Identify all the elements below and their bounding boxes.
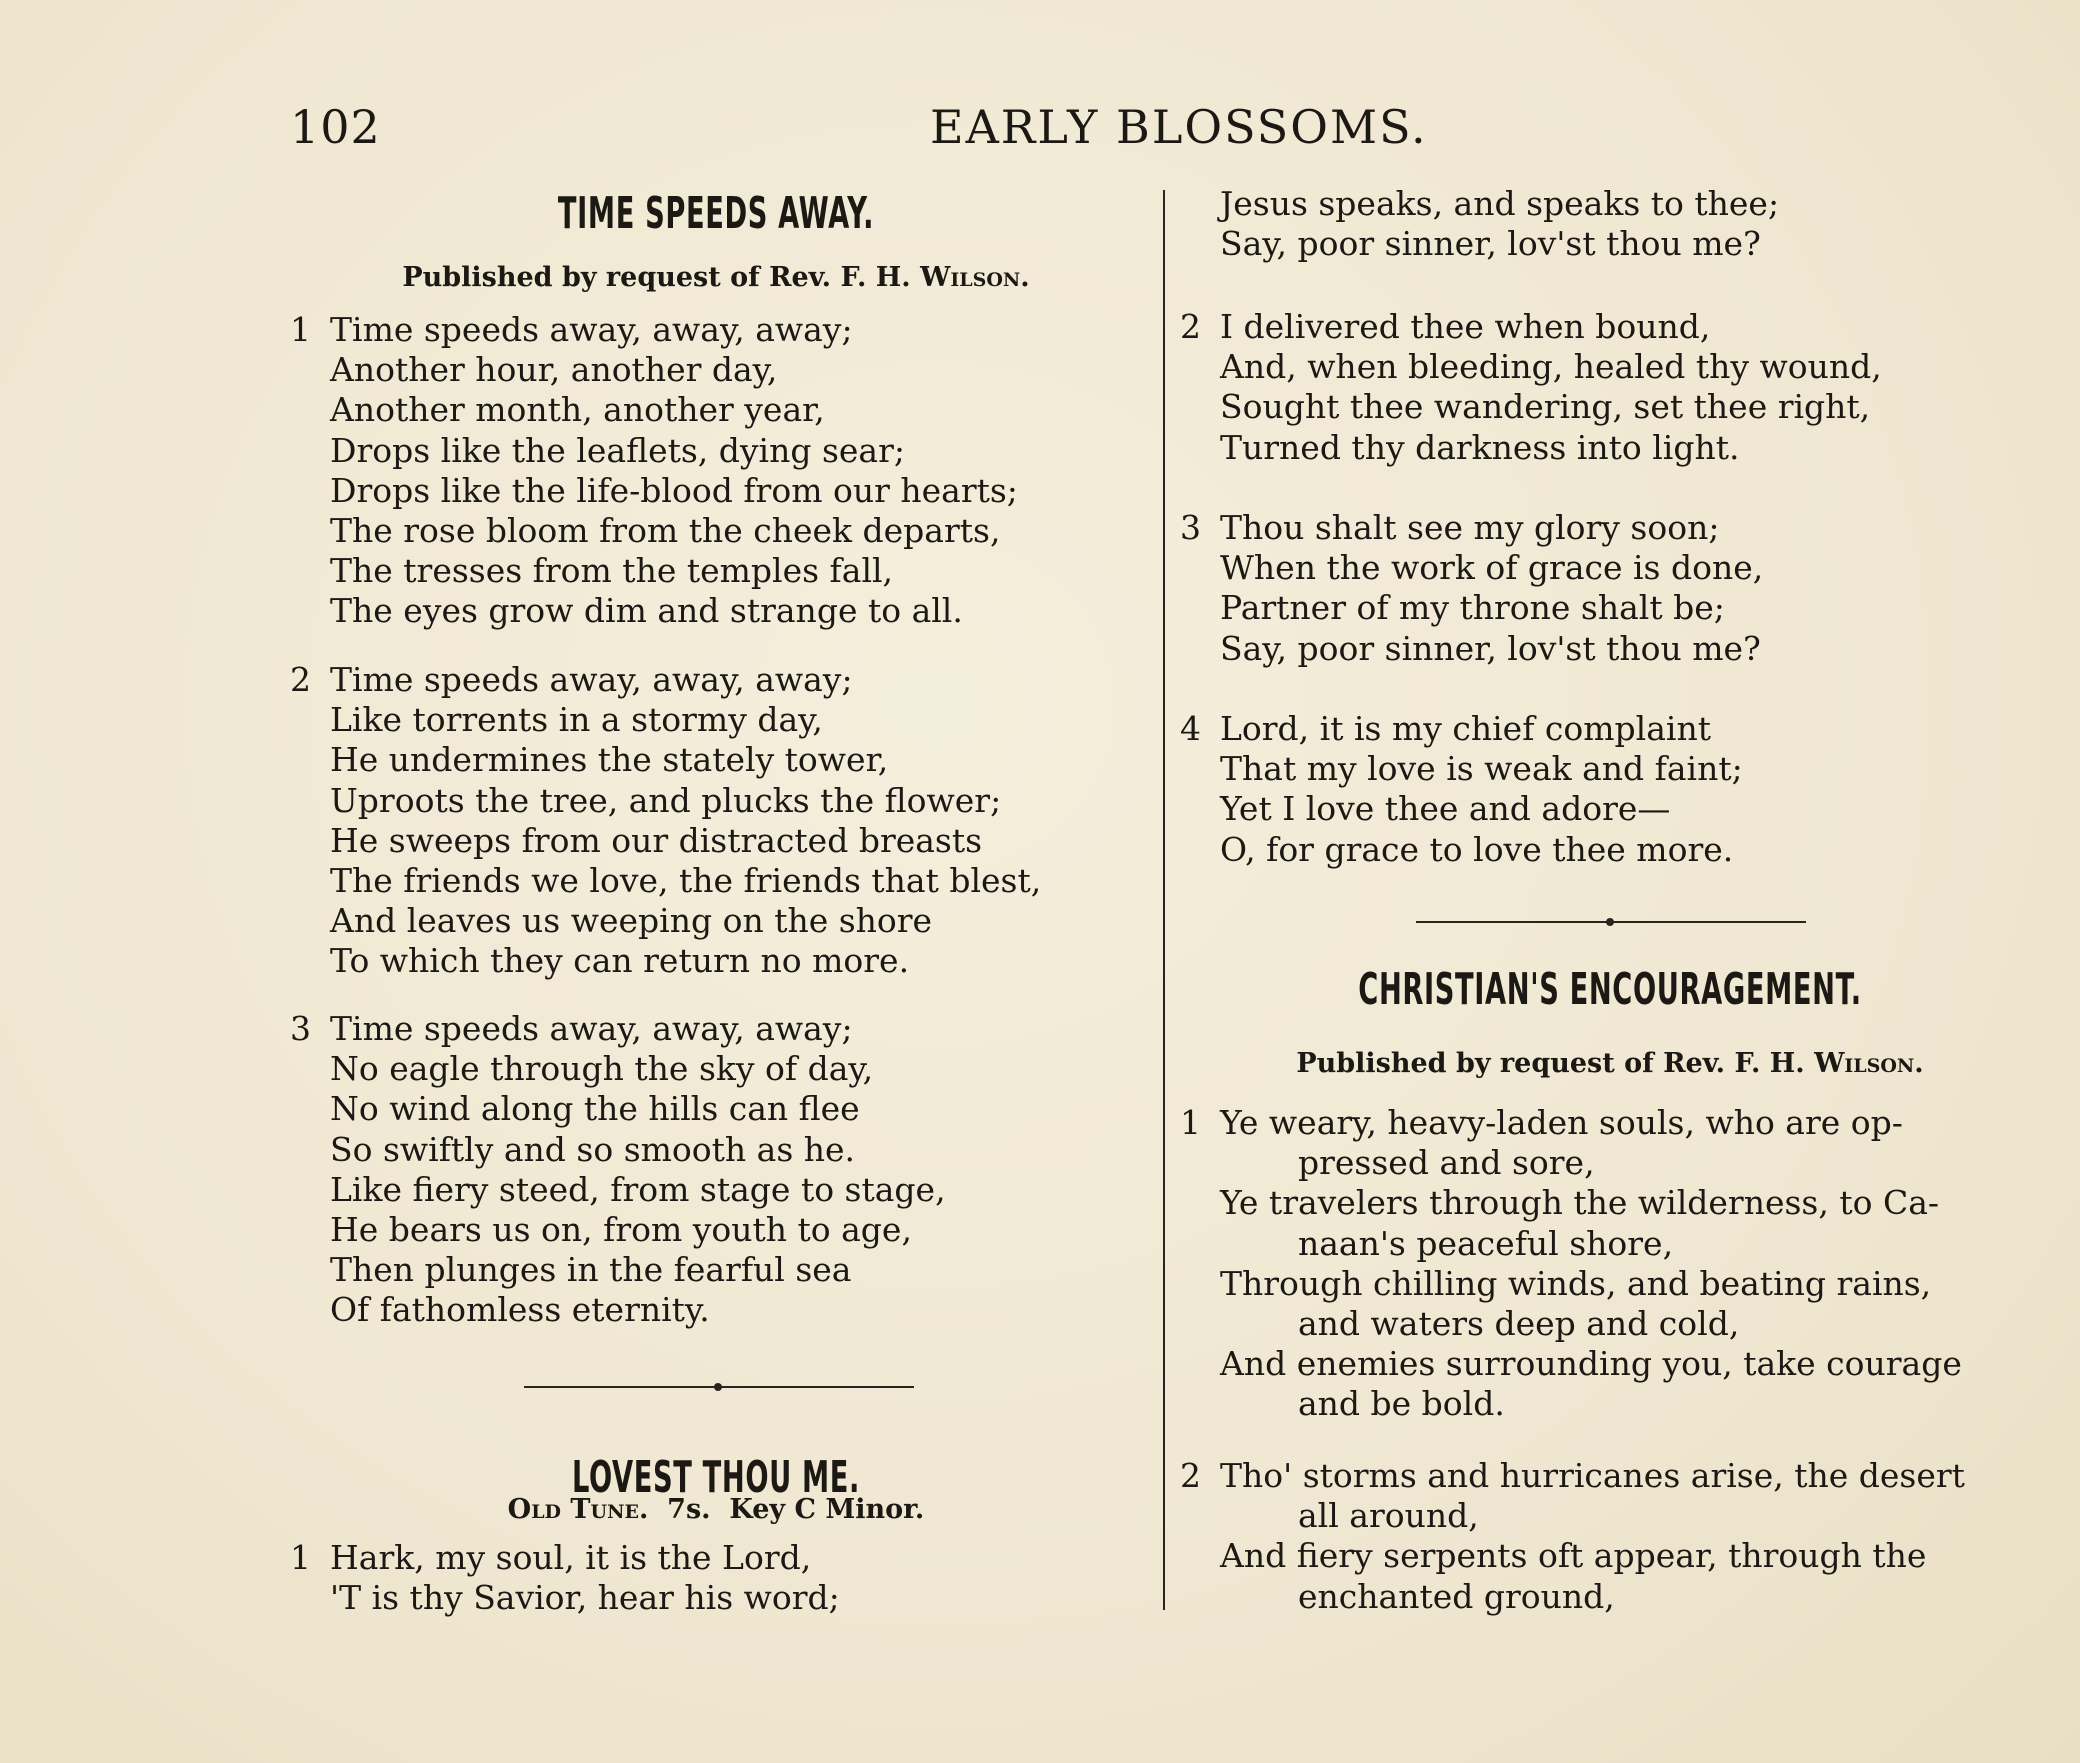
verse-line: That my love is weak and faint; xyxy=(1220,749,1743,789)
stanza-number: 1 xyxy=(1180,1103,1201,1142)
verse-line-continuation: pressed and sore, xyxy=(1298,1143,1595,1183)
verse-line: The rose bloom from the cheek departs, xyxy=(330,511,1001,551)
stanza-1 xyxy=(290,1538,840,1618)
verse-line: The friends we love, the friends that blest, xyxy=(330,861,1042,901)
verse-line: No wind along the hills can flee xyxy=(330,1089,860,1129)
verse-line: When the work of grace is done, xyxy=(1220,548,1764,588)
verse-line: He sweeps from our distracted breasts xyxy=(330,820,983,860)
verse-line: The eyes grow dim and strange to all. xyxy=(330,591,963,631)
stanza-2 xyxy=(1180,1456,1965,1617)
running-title: EARLY BLOSSOMS. xyxy=(930,100,1428,154)
hymn-subtitle xyxy=(286,262,1146,293)
verse-line: Like fiery steed, from stage to stage, xyxy=(330,1169,946,1209)
verse-line: 1 Ye weary, heavy-laden souls, who are op- xyxy=(1180,1103,1903,1142)
verse-line: Another month, another year, xyxy=(330,390,825,430)
divider-dot xyxy=(714,1383,722,1391)
verse-line: Another hour, another day, xyxy=(330,350,778,390)
page-number: 102 xyxy=(290,100,381,154)
stanza-1-continued xyxy=(1220,184,1779,264)
verse-line: Say, poor sinner, lov'st thou me? xyxy=(1220,628,1761,668)
divider-dot xyxy=(1606,918,1614,926)
subtitle-text: Published by request of Rev. F. H. xyxy=(1296,1048,1815,1079)
subtitle-name: Wilson. xyxy=(1814,1048,1924,1079)
tune-label: Old Tune. xyxy=(507,1494,649,1525)
stanza-4 xyxy=(1180,709,1743,870)
verse-line: 1 Hark, my soul, it is the Lord, xyxy=(290,1538,812,1577)
verse-line: Of fathomless eternity. xyxy=(330,1290,710,1330)
verse-line: 2 I delivered thee when bound, xyxy=(1180,307,1711,346)
verse-line: Uproots the tree, and plucks the flower; xyxy=(330,780,1002,820)
subtitle-name: Wilson. xyxy=(920,262,1030,293)
stanza-1 xyxy=(290,310,1018,632)
stanza-2 xyxy=(1180,307,1882,468)
verse-line: And enemies surrounding you, take courage xyxy=(1220,1344,1962,1384)
verse-line: O, for grace to love thee more. xyxy=(1220,829,1734,869)
stanza-number: 1 xyxy=(290,310,311,349)
stanza-number: 3 xyxy=(1180,508,1201,547)
verse-line: 2 Time speeds away, away, away; xyxy=(290,660,853,699)
verse-line: Like torrents in a stormy day, xyxy=(330,700,823,740)
verse-line: Then plunges in the fearful sea xyxy=(330,1250,852,1290)
stanza-number: 4 xyxy=(1180,709,1201,748)
verse-line: 1 Time speeds away, away, away; xyxy=(290,310,853,349)
verse-line: No eagle through the sky of day, xyxy=(330,1049,874,1089)
verse-line: Say, poor sinner, lov'st thou me? xyxy=(1220,224,1761,264)
hymn-title-lovest-thou-me: LOVEST THOU ME. xyxy=(571,1452,861,1503)
verse-line: He bears us on, from youth to age, xyxy=(330,1210,912,1250)
verse-line-continuation: naan's peaceful shore, xyxy=(1298,1223,1674,1263)
hymn-subtitle xyxy=(1180,1048,2040,1079)
verse-line: Sought thee wandering, set thee right, xyxy=(1220,387,1871,427)
section-divider xyxy=(1416,921,1806,923)
verse-line: The tresses from the temples fall, xyxy=(330,551,894,591)
verse-line-continuation: and waters deep and cold, xyxy=(1298,1304,1740,1344)
verse-line: Drops like the life-blood from our hearts; xyxy=(330,470,1018,510)
verse-line-continuation: and be bold. xyxy=(1298,1384,1505,1424)
section-divider xyxy=(524,1386,914,1388)
verse-line: And, when bleeding, healed thy wound, xyxy=(1220,347,1882,387)
tune-info xyxy=(286,1494,1146,1525)
verse-line: Through chilling winds, and beating rains, xyxy=(1220,1263,1932,1303)
stanza-3 xyxy=(1180,508,1764,669)
stanza-number: 2 xyxy=(1180,1456,1201,1495)
verse-line: 3 Time speeds away, away, away; xyxy=(290,1009,853,1048)
verse-line: And leaves us weeping on the shore xyxy=(330,901,933,941)
verse-line: So swiftly and so smooth as he. xyxy=(330,1129,856,1169)
verse-line: Yet I love thee and adore— xyxy=(1220,789,1671,829)
verse-line-continuation: all around, xyxy=(1298,1496,1479,1536)
verse-line: 4 Lord, it is my chief complaint xyxy=(1180,709,1711,748)
verse-line: 2 Tho' storms and hurricanes arise, the desert xyxy=(1180,1456,1965,1495)
verse-line: Ye travelers through the wilderness, to Ca- xyxy=(1220,1183,1940,1223)
verse-line: Partner of my throne shalt be; xyxy=(1220,588,1725,628)
stanza-number: 2 xyxy=(290,660,311,699)
subtitle-text: Published by request of Rev. F. H. xyxy=(402,262,921,293)
verse-line: 'T is thy Savior, hear his word; xyxy=(330,1578,840,1618)
verse-line: To which they can return no more. xyxy=(330,941,910,981)
hymn-title-christians-encouragement: CHRISTIAN'S ENCOURAGEMENT. xyxy=(1358,964,1862,1015)
verse-line: Drops like the leaflets, dying sear; xyxy=(330,430,906,470)
verse-line: And fiery serpents oft appear, through the xyxy=(1220,1536,1927,1576)
stanza-1 xyxy=(1180,1103,1962,1425)
stanza-number: 1 xyxy=(290,1538,311,1577)
verse-line: Turned thy darkness into light. xyxy=(1220,427,1740,467)
tune-key: Key C Minor. xyxy=(729,1494,925,1525)
tune-meter: 7s. xyxy=(667,1494,711,1525)
verse-line: 3 Thou shalt see my glory soon; xyxy=(1180,508,1720,547)
stanza-number: 2 xyxy=(1180,307,1201,346)
column-divider xyxy=(1163,190,1165,1610)
stanza-number: 3 xyxy=(290,1009,311,1048)
stanza-2 xyxy=(290,660,1042,982)
stanza-3 xyxy=(290,1009,946,1331)
verse-line: Jesus speaks, and speaks to thee; xyxy=(1220,184,1780,223)
verse-line-continuation: enchanted ground, xyxy=(1298,1576,1615,1616)
hymn-title-time-speeds-away: TIME SPEEDS AWAY. xyxy=(557,188,875,239)
verse-line: He undermines the stately tower, xyxy=(330,740,889,780)
